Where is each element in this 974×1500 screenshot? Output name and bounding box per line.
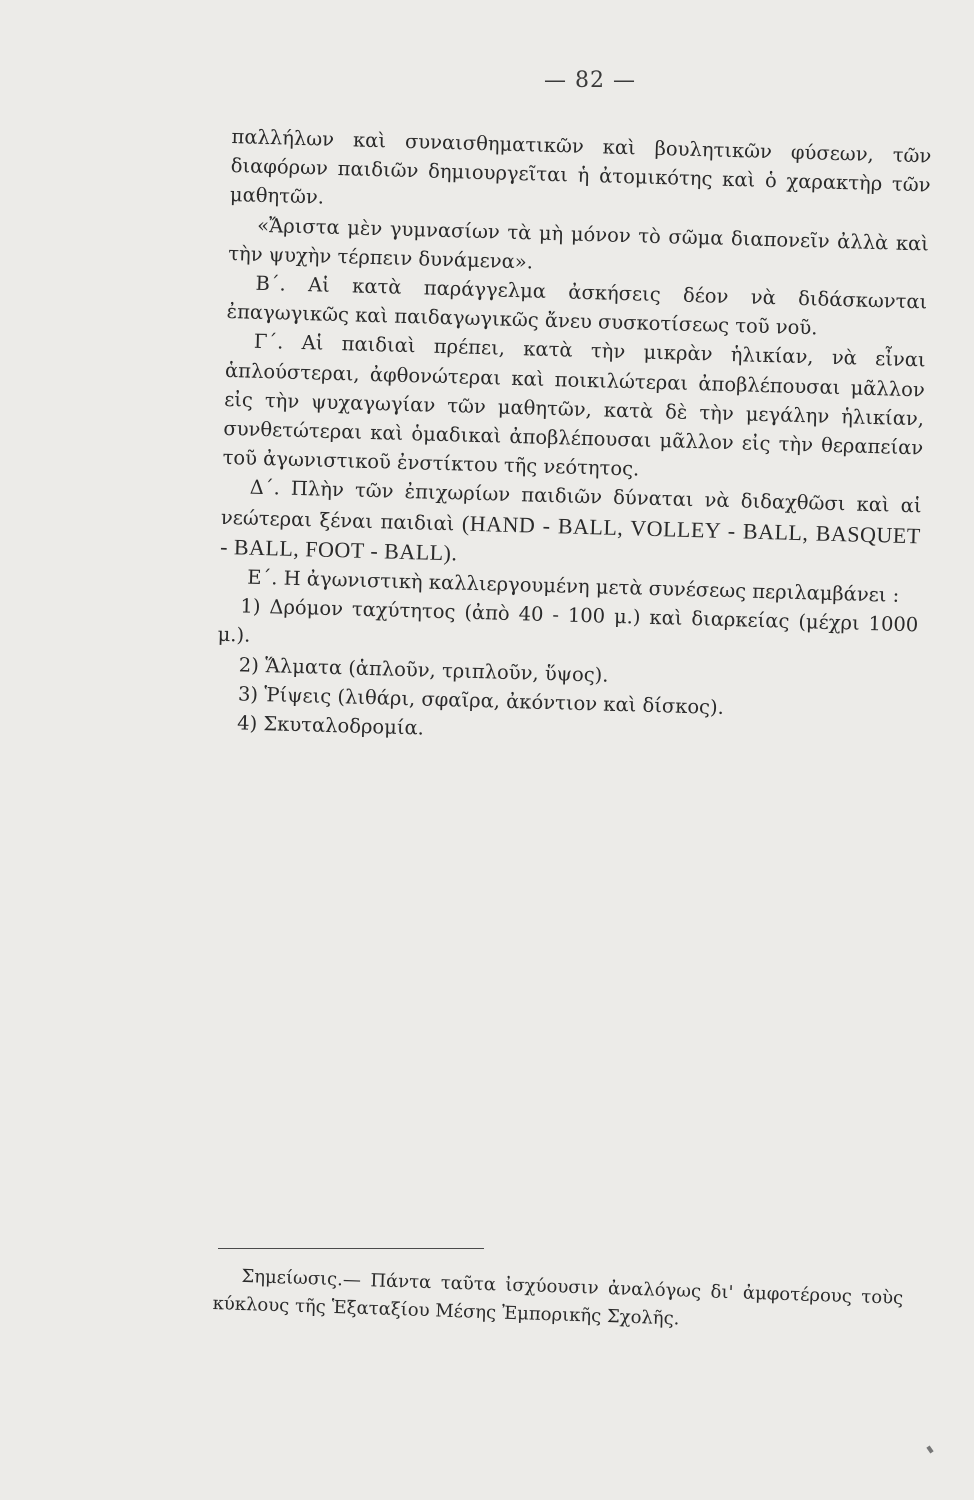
list-item: 4) Σκυταλοδρομία. <box>236 711 425 740</box>
footnote-text: Σημείωσις.— Πάντα ταῦτα ἰσχύουσιν ἀναλόγως δι' ἀμφοτέρους τοὺς κύκλους τῆς Ἑξαταξίου Μέσης Ἐμπορικῆς Σχολῆς. <box>212 1265 904 1330</box>
paragraph-c: Γ΄. Αἱ παιδιαὶ πρέπει, κατὰ τὴν μικρὰν ἡλικίαν, νὰ εἶναι ἁπλούστεραι, ἀφθονώτεραι καὶ ποικιλώτεραι ἀποβλέπουσαι μᾶλλον εἰς τὴν ψυχαγωγίαν τῶν μαθητῶν, κατὰ δὲ τὴν μεγάλην ἡλικίαν, συνθετώτεραι καὶ ὁμαδικαὶ ἀποβλέπουσαι μᾶλλον εἰς τὴν θεραπείαν τοῦ ἀγωνιστικοῦ ἐνστίκτου τῆς νεότητος. <box>222 330 926 481</box>
paragraph-continuation: παλλήλων καὶ συναισθηματικῶν καὶ βουλητικῶν φύσεων, τῶν διαφόρων παιδιῶν δημιουργεῖται ἡ ἀτομικότης καὶ ὁ χαρακτὴρ τῶν μαθητῶν. <box>229 124 932 209</box>
paragraph-quote: «Ἄριστα μὲν γυμνασίων τὰ μὴ μόνον τὸ σῶμα διαπονεῖν ἀλλὰ καὶ τὴν ψυχὴν τέρπειν δυνάμενα». <box>228 213 930 274</box>
footnote <box>212 1262 903 1341</box>
body-text <box>215 122 932 757</box>
list-item: 2) Ἅλματα (ἁπλοῦν, τριπλοῦν, ὕψος). <box>238 653 609 687</box>
paragraph-d-text: Δ΄. Πλὴν τῶν ἐπιχωρίων παιδιῶν δύναται νὰ διδαχθῶσι καὶ αἱ νεώτεραι ξέναι παιδιαὶ <box>220 476 922 536</box>
athletics-list <box>215 591 919 757</box>
paragraph-d-sports-list: (HAND - BALL, VOLLEY - BALL, BASQUET - BALL, FOOT - BALL). <box>219 510 922 566</box>
footnote-divider <box>218 1248 484 1249</box>
list-item: 1) Δρόμον ταχύτητος (ἀπὸ 40 - 100 μ.) καὶ διαρκείας (μέχρι 1000 μ.). <box>217 594 919 648</box>
list-item: 3) Ῥίψεις (λιθάρι, σφαῖρα, ἀκόντιον καὶ δίσκος). <box>237 682 725 719</box>
paper-speck-mark <box>926 1445 933 1453</box>
paragraph-e: Ε΄. Η ἀγωνιστικὴ καλλιεργουμένη μετὰ συνέσεως περιλαμβάνει : <box>246 565 900 607</box>
page-number: — 82 — <box>544 68 636 93</box>
paragraph-b: Β΄. Αἱ κατὰ παράγγελμα ἀσκήσεις δέον νὰ διδάσκωνται ἐπαγωγικῶς καὶ παιδαγωγικῶς ἄνευ συσκοτίσεως τοῦ νοῦ. <box>226 271 928 340</box>
